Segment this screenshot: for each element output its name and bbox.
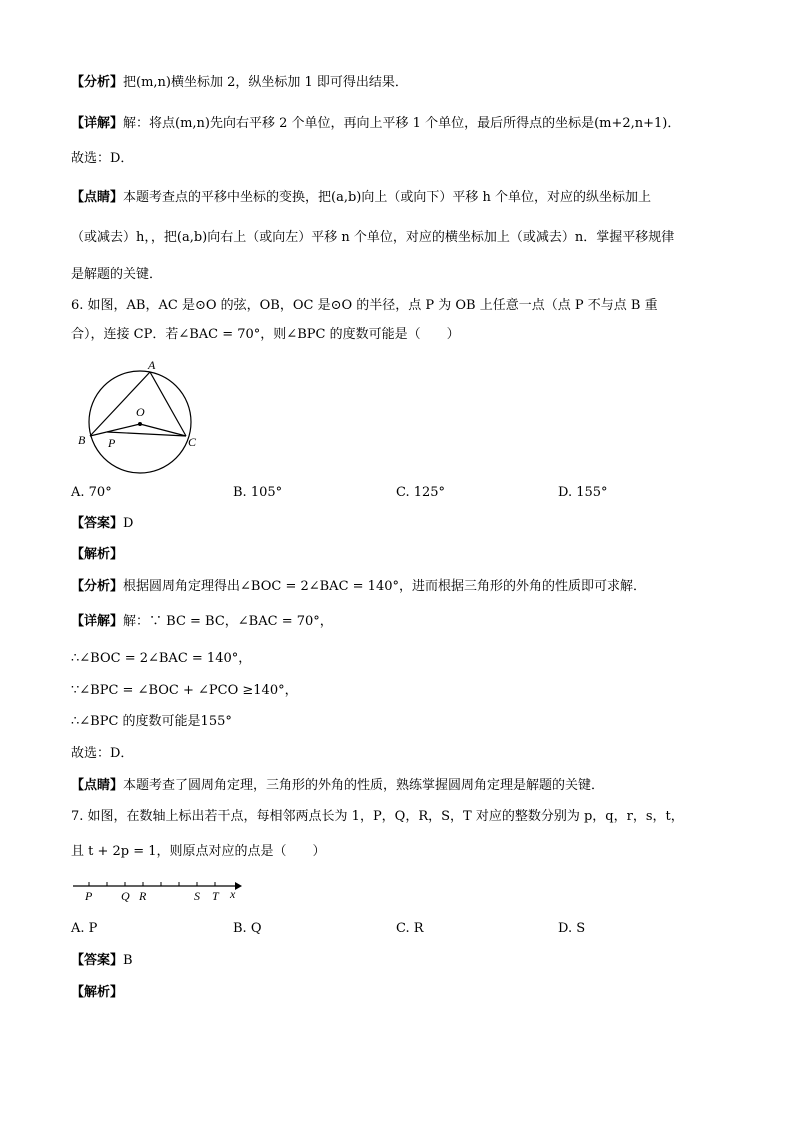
q7-number-line [70, 876, 250, 906]
label-p: P [108, 436, 116, 450]
q7-stem-line1: 7. 如图，在数轴上标出若干点，每相邻两点长为 1，P，Q，R，S，T 对应的整数分别为 p，q，r，s，t， [71, 809, 684, 824]
analysis-tag: 【分析】 [71, 75, 124, 90]
axis-label-r: R [139, 889, 147, 903]
comment-tag: 【点睛】 [71, 778, 124, 793]
label-a: A [148, 358, 156, 372]
q5-comment-line2: （或减去）h，，把(a,b)向右上（或向左）平移 n 个单位，对应的横坐标加上（或减去）n．掌握平移规律 [71, 230, 675, 245]
analysis-text: 把(m,n)横坐标加 2，纵坐标加 1 即可得出结果． [123, 75, 408, 90]
analysis-tag: 【分析】 [71, 579, 124, 594]
q7-stem-line2: 且 t + 2p = 1，则原点对应的点是（ ） [71, 844, 326, 859]
answer-tag: 【答案】 [71, 953, 124, 968]
q6-solution-tag [71, 546, 123, 564]
comment-text-1: 本题考查点的平移中坐标的变换，把(a,b)向上（或向下）平移 h 个单位，对应的纵坐标加上 [123, 190, 652, 205]
label-b: B [78, 433, 86, 447]
detail-step1: 解：∵ BC = BC，∠BAC = 70°， [123, 614, 333, 629]
axis-label-x: x [230, 887, 236, 901]
label-c: C [188, 435, 197, 449]
axis-label-q: Q [121, 889, 130, 903]
q6-choice: 故选：D． [71, 746, 134, 761]
answer-value: D [123, 516, 134, 531]
label-o: O [136, 405, 145, 419]
radius-ob [90, 424, 140, 436]
q7-option-a: A. P [71, 921, 98, 936]
comment-tag: 【点睛】 [71, 190, 124, 205]
q5-analysis [71, 74, 408, 92]
answer-tag: 【答案】 [71, 516, 124, 531]
q7-solution-tag [71, 984, 123, 1002]
q7-option-d: D. S [558, 921, 586, 936]
detail-tag: 【详解】 [71, 614, 124, 629]
q6-detail-step1 [71, 613, 333, 631]
q6-detail-step2: ∴∠BOC = 2∠BAC = 140°， [71, 651, 252, 666]
q6-circle-figure [74, 356, 214, 476]
axis-label-t: T [212, 889, 219, 903]
q5-detail [71, 115, 680, 133]
q6-comment [71, 777, 604, 795]
q6-option-b: B. 105° [233, 485, 283, 500]
q6-stem-line2: 合），连接 CP．若∠BAC = 70°，则∠BPC 的度数可能是（ ） [71, 327, 460, 342]
solution-tag: 【解析】 [71, 985, 124, 1000]
solution-tag: 【解析】 [71, 547, 124, 562]
q6-detail-step3: ∵∠BPC = ∠BOC + ∠PCO ≥140°， [71, 683, 298, 698]
q6-option-d: D. 155° [558, 485, 608, 500]
q6-analysis [71, 578, 646, 596]
axis-label-p: P [85, 889, 93, 903]
center-dot [138, 422, 142, 426]
q6-stem-line1: 6. 如图，AB，AC 是⊙O 的弦，OB，OC 是⊙O 的半径，点 P 为 OB 上任意一点（点 P 不与点 B 重 [71, 298, 658, 313]
q6-option-c: C. 125° [396, 485, 446, 500]
q6-detail-step4: ∴∠BPC 的度数可能是155° [71, 714, 232, 729]
q5-choice: 故选：D． [71, 151, 134, 166]
axis-label-s: S [194, 889, 200, 903]
detail-tag: 【详解】 [71, 116, 124, 131]
comment-text: 本题考查了圆周角定理，三角形的外角的性质，熟练掌握圆周角定理是解题的关键． [123, 778, 605, 793]
detail-text: 解：将点(m,n)先向右平移 2 个单位，再向上平移 1 个单位，最后所得点的坐标是(m+2,n+1)． [123, 116, 681, 131]
q7-option-b: B. Q [233, 921, 262, 936]
chord-ac [150, 372, 186, 436]
q7-option-c: C. R [396, 921, 424, 936]
analysis-text: 根据圆周角定理得出∠BOC = 2∠BAC = 140°，进而根据三角形的外角的性质即可求解． [123, 579, 646, 594]
q5-comment-line1 [71, 189, 651, 207]
q5-comment-line3: 是解题的关键． [71, 267, 163, 282]
q7-answer [71, 952, 133, 970]
chord-ab [90, 372, 150, 436]
q6-answer [71, 515, 133, 533]
answer-value: B [123, 953, 133, 968]
axis-arrow [235, 882, 242, 890]
q6-option-a: A. 70° [71, 485, 112, 500]
